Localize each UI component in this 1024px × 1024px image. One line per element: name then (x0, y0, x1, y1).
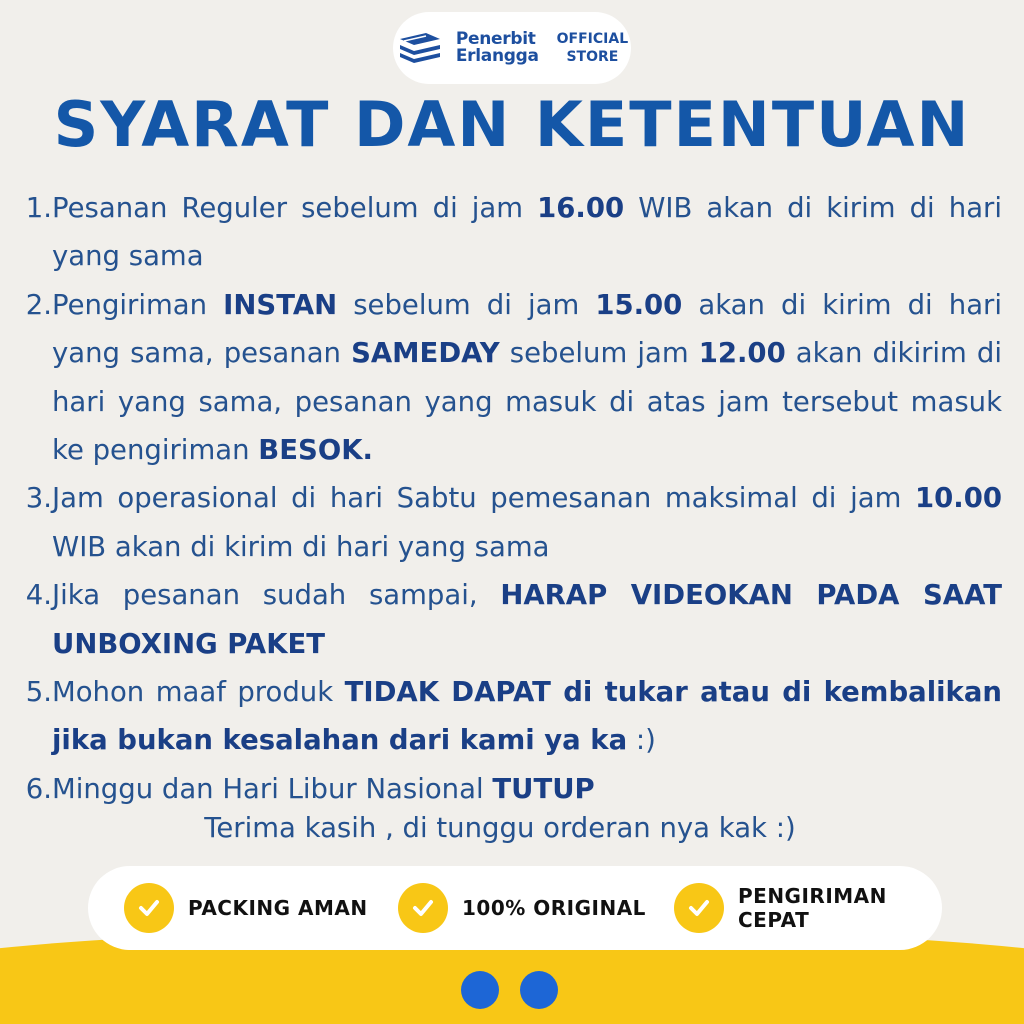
check-icon (398, 883, 448, 933)
term-number: 6. (25, 772, 52, 805)
term-text-segment: WIB akan di kirim di hari yang sama (52, 192, 1002, 273)
term-text-bold: 16.00 (537, 192, 625, 224)
term-item (22, 765, 1002, 813)
term-item (22, 668, 1002, 765)
term-text (52, 474, 1002, 571)
brand-name (456, 31, 539, 65)
term-text-segment: sebelum jam (499, 337, 699, 370)
term-text-segment: Mohon maaf produk (52, 676, 345, 709)
term-text-segment: Jam operasional di hari Sabtu pemesanan maksimal di jam (52, 482, 915, 515)
term-text-bold: TIDAK DAPAT di tukar atau di kembalikan jika bukan kesalahan dari kami ya ka (52, 676, 1002, 757)
term-text-bold: SAMEDAY (351, 337, 500, 370)
pagination-dot[interactable] (520, 971, 558, 1009)
term-text (52, 668, 1002, 765)
term-text-segment: Jika pesanan sudah sampai, (52, 579, 501, 612)
term-text-bold: INSTAN (223, 288, 338, 321)
term-number: 4. (25, 579, 52, 612)
page-title: SYARAT DAN KETENTUAN (53, 88, 971, 161)
term-text (52, 765, 1002, 813)
term-text-bold: 12.00 (698, 337, 786, 370)
term-text-segment: Pesanan Reguler sebelum di jam (52, 192, 538, 224)
term-item (22, 184, 1002, 281)
brand-logo (393, 12, 631, 84)
term-text (52, 281, 1002, 475)
terms-list (22, 184, 1002, 813)
term-number: 2. (25, 288, 52, 321)
badge-label-line1: PACKING AMAN (188, 896, 368, 920)
term-text-bold: HARAP VIDEOKAN PADA SAAT UNBOXING PAKET (52, 579, 1002, 660)
badge-label-line1: 100% ORIGINAL (462, 896, 646, 920)
term-text-bold: 15.00 (595, 288, 683, 321)
term-text-bold: 10.00 (915, 482, 1002, 515)
term-text-segment: Pengiriman (52, 288, 224, 321)
books-logo-icon (396, 31, 444, 65)
badge-label (738, 884, 887, 932)
term-text-segment: Minggu dan Hari Libur Nasional (52, 772, 493, 805)
brand-line-1: Penerbit (455, 29, 536, 49)
store-line-1: OFFICIAL (556, 31, 629, 47)
term-text-segment: akan di kirim di hari yang sama, pesanan (52, 288, 1002, 370)
badge-packing-aman (124, 882, 368, 934)
badge-label (188, 896, 368, 920)
term-text-segment: WIB akan di kirim di hari yang sama (52, 530, 550, 563)
term-item (22, 281, 1002, 475)
check-icon (674, 883, 724, 933)
store-line-2: STORE (566, 49, 619, 65)
pagination-dot[interactable] (461, 971, 499, 1009)
term-text-bold: TUTUP (492, 772, 595, 805)
term-text-segment: :) (627, 724, 656, 757)
term-item (22, 474, 1002, 571)
term-text (52, 184, 1002, 281)
features-bar (88, 866, 942, 950)
term-text (52, 571, 1002, 668)
term-text-segment: akan dikirim di hari yang sama, pesanan yang masuk di atas jam tersebut masuk ke pengiriman (52, 337, 1003, 467)
term-text-bold: BESOK. (258, 434, 373, 467)
term-number: 1. (25, 192, 52, 224)
term-item (22, 571, 1002, 668)
badge-pengiriman-cepat (674, 882, 887, 934)
term-number: 3. (25, 482, 52, 515)
official-store-label (557, 30, 628, 66)
badge-original (398, 882, 646, 934)
badge-label-line1: PENGIRIMAN (738, 884, 887, 908)
term-number: 5. (25, 676, 52, 709)
badge-label-line2: CEPAT (738, 908, 810, 932)
term-text-segment: sebelum di jam (337, 288, 596, 321)
badge-label (462, 896, 646, 920)
check-icon (124, 883, 174, 933)
brand-line-2: Erlangga (455, 46, 539, 66)
closing-message: Terima kasih , di tunggu orderan nya kak :) (204, 812, 796, 844)
